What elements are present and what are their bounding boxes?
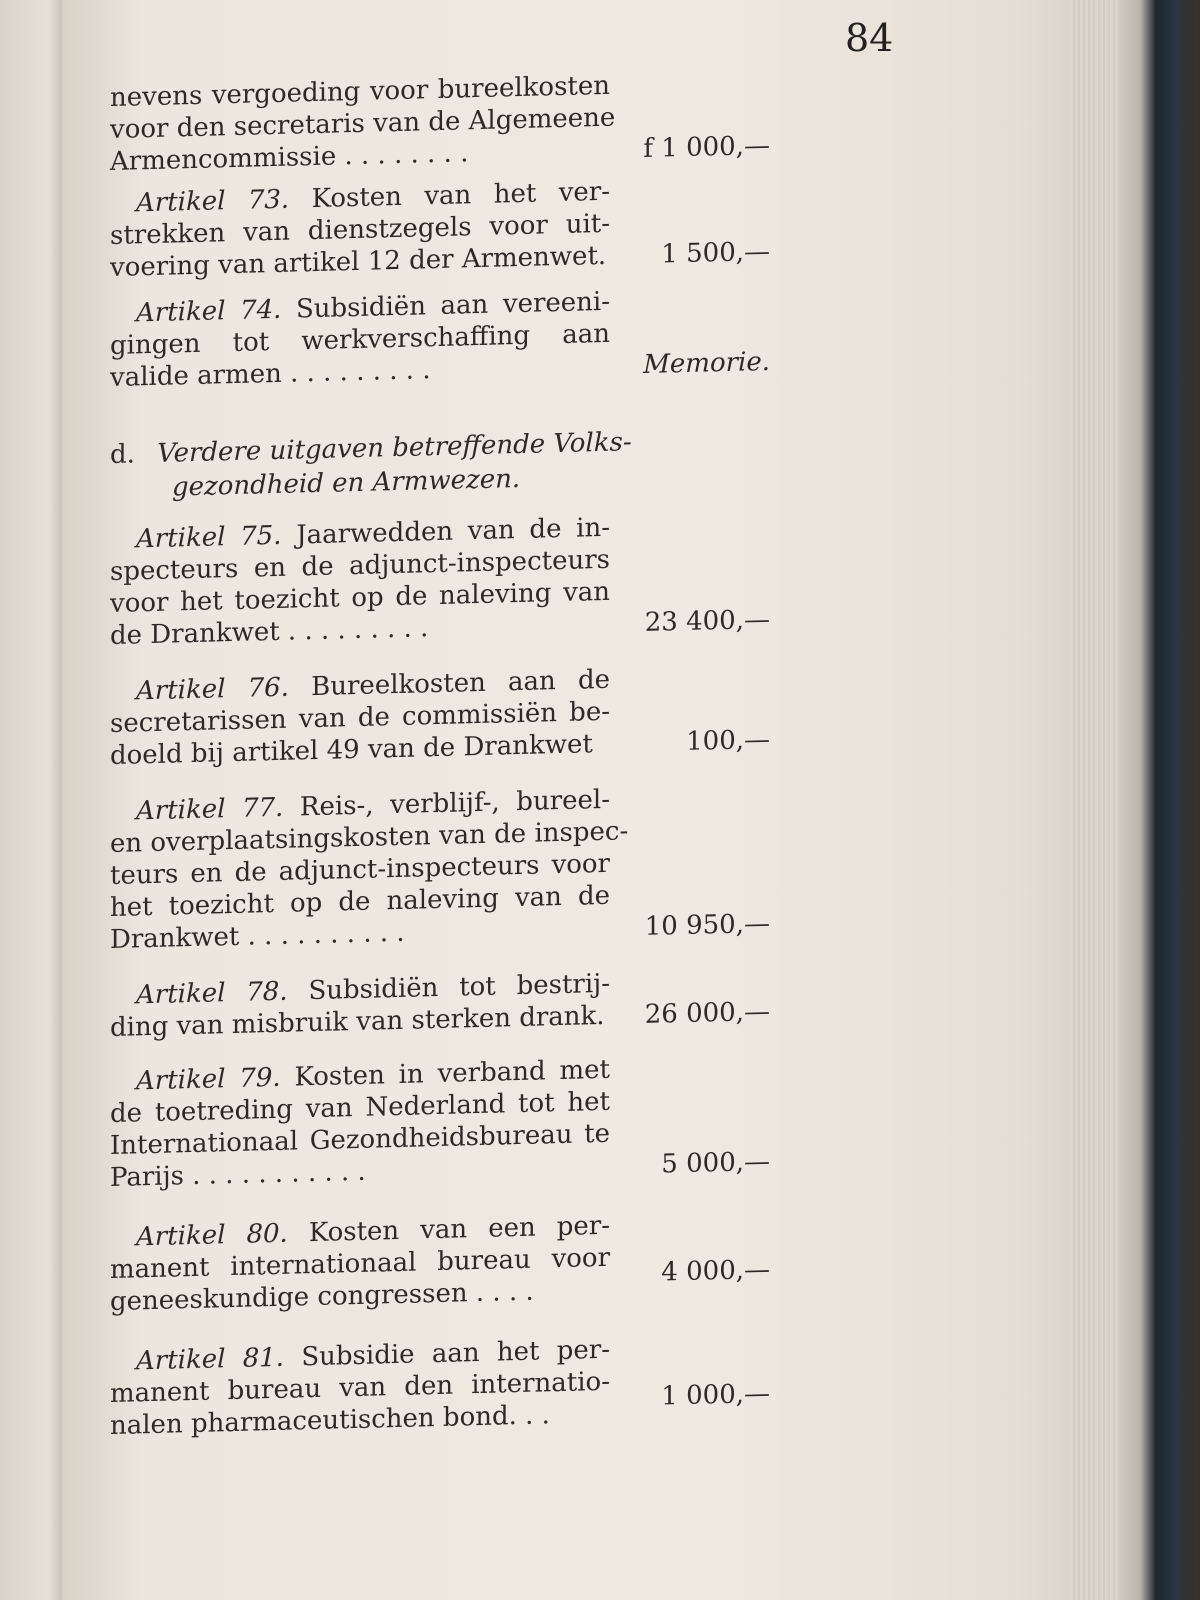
book-binding bbox=[1120, 0, 1200, 1600]
entry-line: voor den secretaris van de Algemeene bbox=[110, 102, 616, 145]
entry-line: nevens vergoeding voor bureelkosten bbox=[110, 70, 610, 113]
entry-artikel-74 bbox=[110, 286, 610, 394]
entry-line: het toezicht op de naleving van de bbox=[110, 880, 610, 923]
entry-line: ding van misbruik van sterken drank. bbox=[110, 1000, 605, 1043]
entry-line: Kosten in verband met bbox=[294, 1054, 610, 1093]
entry-line: Kosten van een per- bbox=[308, 1210, 611, 1249]
entry-continuation bbox=[110, 70, 616, 178]
entry-amount: Memorie. bbox=[643, 346, 770, 380]
entry-line: gingen tot werkverschaffing aan bbox=[110, 318, 610, 361]
section-title-line: Verdere uitgaven betreffende Volks- bbox=[157, 427, 632, 469]
article-number: Artikel 81. bbox=[136, 1342, 285, 1377]
entry-amount: 5 000,— bbox=[661, 1146, 770, 1180]
article-number: Artikel 75. bbox=[136, 520, 282, 555]
entry-line: teurs en de adjunct-inspecteurs voor bbox=[110, 848, 610, 891]
article-number: Artikel 80. bbox=[136, 1218, 288, 1253]
entry-artikel-76 bbox=[110, 664, 610, 772]
entry-line: voor het toezicht op de naleving van bbox=[110, 576, 610, 619]
entry-amount: f 1 000,— bbox=[643, 130, 770, 164]
entry-line: Subsidiën aan vereeni- bbox=[295, 286, 610, 325]
entry-amount: 1 500,— bbox=[661, 236, 770, 270]
entry-line: Armencommissie . . . . . . . . bbox=[110, 138, 469, 177]
entry-line: Kosten van het ver- bbox=[311, 176, 610, 215]
entry-line: Reis-, verblijf-, bureel- bbox=[299, 784, 611, 823]
entry-line: secretarissen van de commissiën be- bbox=[110, 696, 610, 739]
entry-amount: 23 400,— bbox=[644, 604, 770, 638]
entry-artikel-80 bbox=[110, 1210, 610, 1318]
article-number: Artikel 73. bbox=[136, 184, 290, 219]
entry-line: Drankwet . . . . . . . . . . bbox=[110, 917, 405, 955]
entry-artikel-77 bbox=[110, 784, 629, 956]
page-number: 84 bbox=[845, 16, 894, 60]
article-number: Artikel 79. bbox=[136, 1062, 281, 1097]
previous-page-edge bbox=[0, 0, 70, 1600]
article-number: Artikel 76. bbox=[136, 672, 289, 707]
entry-artikel-78 bbox=[110, 968, 610, 1044]
entry-line: nalen pharmaceutischen bond. . . bbox=[110, 1400, 550, 1441]
entry-line: Subsidiën tot bestrij- bbox=[308, 968, 610, 1007]
entry-line: Bureelkosten aan de bbox=[311, 664, 610, 703]
entry-line: en overplaatsingskosten van de inspec- bbox=[110, 816, 629, 859]
entry-line: Jaarwedden van de in- bbox=[296, 512, 610, 551]
entry-line: doeld bij artikel 49 van de Drankwet bbox=[110, 729, 593, 771]
section-heading bbox=[110, 425, 632, 506]
entry-line: de Drankwet . . . . . . . . . bbox=[110, 613, 429, 651]
entry-artikel-79 bbox=[110, 1054, 610, 1194]
entry-line: de toetreding van Nederland tot het bbox=[110, 1086, 610, 1129]
section-title-line: gezondheid en Armwezen. bbox=[172, 463, 521, 503]
entry-artikel-75 bbox=[110, 512, 610, 652]
article-number: Artikel 78. bbox=[136, 976, 288, 1011]
entry-line: geneeskundige congressen . . . . bbox=[110, 1276, 534, 1317]
entry-line: specteurs en de adjunct-inspecteurs bbox=[110, 544, 610, 587]
entry-amount: 100,— bbox=[686, 724, 770, 757]
entry-line: Subsidie aan het per- bbox=[301, 1334, 610, 1373]
entry-artikel-73 bbox=[110, 176, 610, 284]
entry-line: manent internationaal bureau voor bbox=[110, 1242, 610, 1285]
article-number: Artikel 74. bbox=[136, 294, 282, 329]
entry-amount: 10 950,— bbox=[644, 908, 770, 942]
entry-line: voering van artikel 12 der Armenwet. bbox=[110, 240, 607, 283]
entry-amount: 1 000,— bbox=[661, 1378, 770, 1412]
entry-amount: 26 000,— bbox=[644, 996, 770, 1030]
entry-amount: 4 000,— bbox=[661, 1254, 770, 1288]
entry-line: Internationaal Gezondheidsbureau te bbox=[110, 1118, 610, 1161]
entry-line: valide armen . . . . . . . . . bbox=[110, 355, 431, 393]
entry-artikel-81 bbox=[110, 1334, 610, 1442]
page-content bbox=[110, 0, 810, 1560]
section-letter: d. bbox=[110, 439, 135, 470]
entry-line: strekken van dienstzegels voor uit- bbox=[110, 208, 610, 251]
entry-line: Parijs . . . . . . . . . . . bbox=[110, 1156, 366, 1193]
article-number: Artikel 77. bbox=[136, 792, 284, 827]
entry-line: manent bureau van den internatio- bbox=[110, 1366, 610, 1409]
